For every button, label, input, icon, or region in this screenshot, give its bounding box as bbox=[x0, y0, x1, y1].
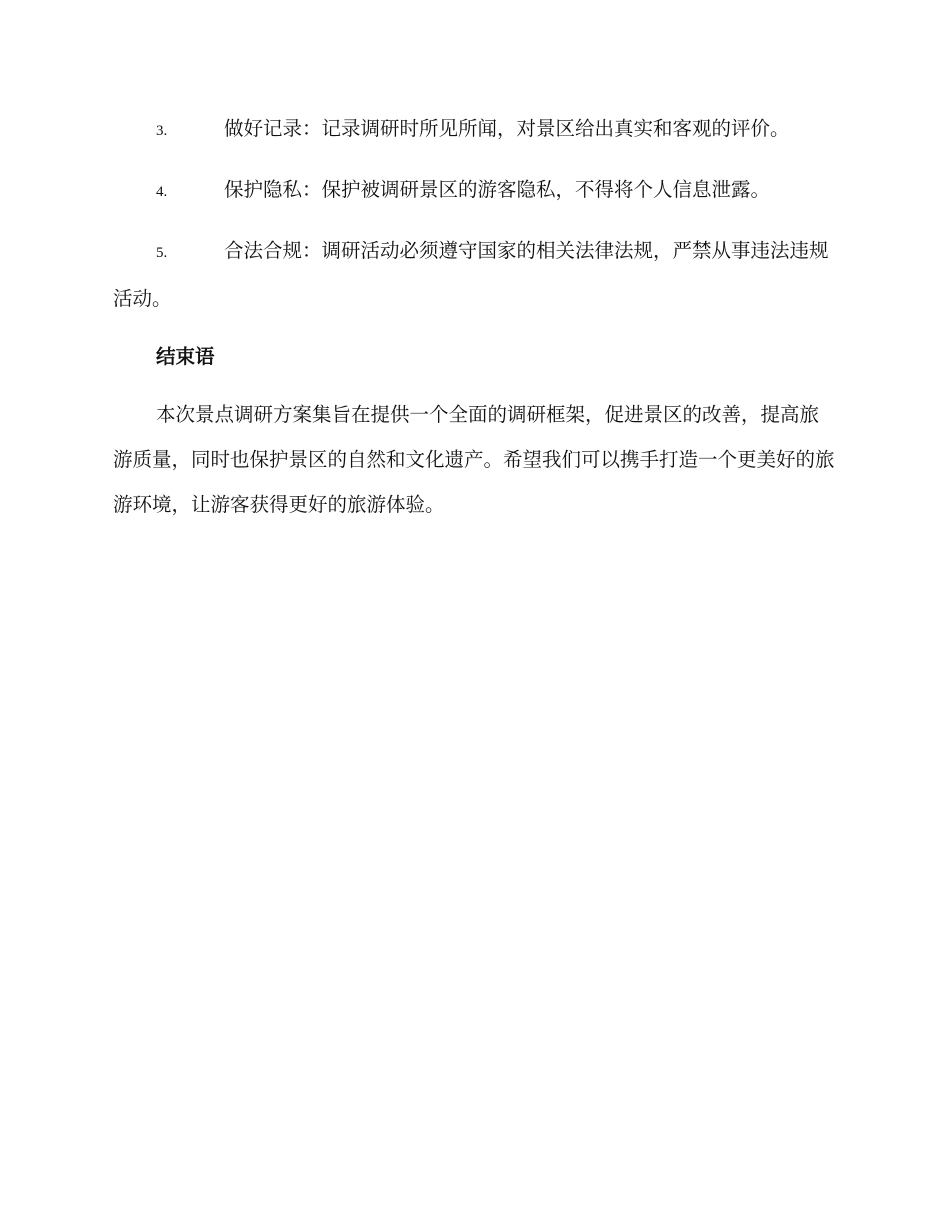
conclusion-paragraph: 本次景点调研方案集旨在提供一个全面的调研框架，促进景区的改善，提高旅游质量，同时也保护景区的自然和文化遗产。希望我们可以携手打造一个更美好的旅游环境，让游客获得更好的旅游体验。 bbox=[113, 403, 835, 516]
list-item-record bbox=[113, 106, 835, 154]
list-item-privacy bbox=[113, 167, 835, 215]
list-number: 4. bbox=[156, 184, 168, 200]
list-number: 3. bbox=[156, 123, 168, 139]
list-item-text: 合法合规：调研活动必须遵守国家的相关法律法规，严禁从事违法违规活动。 bbox=[113, 239, 829, 310]
list-item-text: 保护隐私：保护被调研景区的游客隐私，不得将个人信息泄露。 bbox=[224, 178, 771, 201]
section-heading: 结束语 bbox=[156, 345, 215, 368]
list-number: 5. bbox=[156, 245, 168, 261]
list-item-text: 做好记录：记录调研时所见所闻，对景区给出真实和客观的评价。 bbox=[224, 117, 790, 140]
document-page bbox=[113, 106, 835, 527]
list-item-legal bbox=[113, 228, 835, 321]
